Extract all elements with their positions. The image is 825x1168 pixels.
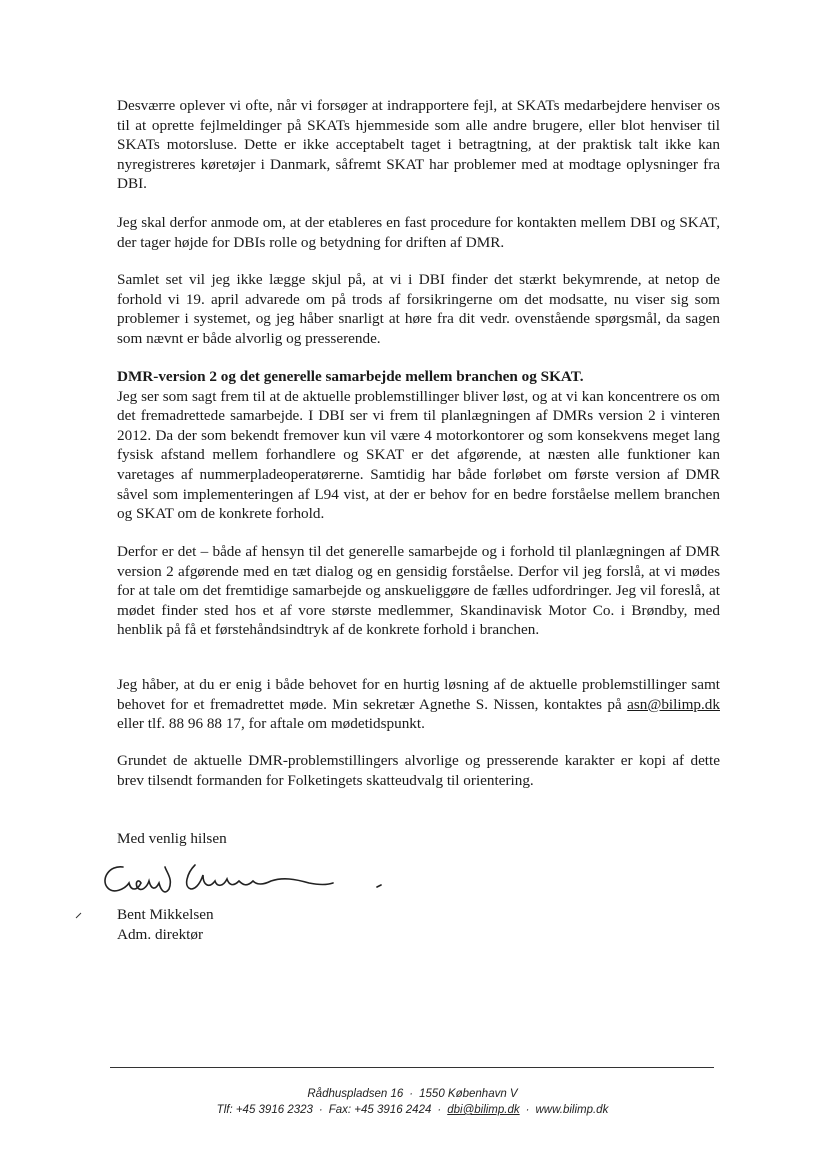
signer-name: Bent Mikkelsen (117, 906, 214, 923)
footer-city: 1550 København V (419, 1088, 518, 1100)
section-dmr-version-2 (117, 367, 720, 524)
footer-fax: Fax: +45 3916 2424 (328, 1104, 432, 1116)
footer-street: Rådhuspladsen 16 (307, 1088, 404, 1100)
footer-phone: Tlf: +45 3916 2323 (216, 1104, 313, 1116)
contact-text-after: eller tlf. 88 96 88 17, for aftale om mødetidspunkt. (117, 715, 425, 733)
paragraph-dmr-version-2: Jeg ser som sagt frem til at de aktuelle problemstillinger bliver løst, og at vi kan koncentrere os om det fremadrettede samarbejde. I DBI ser vi frem til planlægningen af DMRs version 2 i vinteren 2012. Da der som bekendt fremover kun vil være 4 motorkontorer og som konsekvens meget lang fysisk afstand mellem forhandlere og SKAT er det afgørende, at næsten alle funktioner kan varetages af nummerpladeoperatørerne. Samtidig har både forløbet om første version af DMR såvel som implementeringen af L94 vist, at der er behov for en bedre forståelse mellem branchen og SKAT om de konkrete forhold. (117, 387, 720, 523)
handwritten-signature (95, 845, 395, 905)
paragraph-procedure-request: Jeg skal derfor anmode om, at der etableres en fast procedure for kontakten mellem DBI og SKAT, der tager højde for DBIs rolle og betydning for driften af DMR. (117, 214, 720, 251)
secretary-email-link[interactable]: asn@bilimp.dk (627, 695, 720, 713)
footer-web-link[interactable]: www.bilimp.dk (535, 1104, 609, 1116)
paragraph-copy-notice: Grundet de aktuelle DMR-problemstillingers alvorlige og presserende karakter er kopi af dette brev tilsendt formanden for Folketingets skatteudvalg til orientering. (117, 752, 720, 789)
paragraph-contact (117, 675, 720, 734)
section-heading: DMR-version 2 og det generelle samarbejde mellem branchen og SKAT. (117, 368, 584, 385)
paragraph-meeting-proposal: Derfor er det – både af hensyn til det generelle samarbejde og i forhold til planlægningen af DMR version 2 afgørende med en tæt dialog og en gensidig forståelse. Derfor vil jeg forslå, at vi mødes for at tale om det fremtidige samarbejde og anskueliggøre de fælles udfordringer. Jeg vil foreslå, at mødet finder sted hos et af vore største medlemmer, Skandinavisk Motor Co. i Brøndby, med henblik på få et førstehåndsindtryk af de konkrete forhold i branchen. (117, 543, 720, 639)
footer-email-link[interactable]: dbi@bilimp.dk (447, 1104, 520, 1116)
paragraph-concern: Samlet set vil jeg ikke lægge skjul på, at vi i DBI finder det stærkt bekymrende, at netop de forhold vi 19. april advarede om på trods af forsikringerne om det modsatte, nu viser sig som problemer i systemet, og jeg håber snarligt at høre fra dit vedr. ovenstående spørgsmål, da sagen som nævnt er både alvorlig og presserende. (117, 271, 720, 347)
footer-separator: · (409, 1088, 414, 1100)
footer-contact (100, 1102, 725, 1118)
closing-greeting: Med venlig hilsen (117, 830, 227, 847)
signer-title: Adm. direktør (117, 926, 204, 943)
footer-separator: · (525, 1104, 530, 1116)
signer-block (117, 905, 214, 945)
footer-separator: · (318, 1104, 323, 1116)
footer-address (100, 1086, 725, 1102)
margin-mark (74, 910, 84, 920)
footer-separator: · (437, 1104, 442, 1116)
footer-divider (110, 1067, 714, 1068)
contact-text-before: Jeg håber, at du er enig i både behovet for en hurtig løsning af de aktuelle problemstillinger samt behovet for et fremadrettet møde. Min sekretær Agnethe S. Nissen, kontaktes på (117, 676, 720, 713)
paragraph-error-reporting: Desværre oplever vi ofte, når vi forsøger at indrapportere fejl, at SKATs medarbejdere henviser os til at oprette fejlmeldinger på SKATs hjemmeside som alle andre brugere, eller blot henviser til SKATs motorsluse. Dette er ikke acceptabelt taget i betragtning, at der praktisk talt ikke kan nyregistreres køretøjer i Danmark, såfremt SKAT har problemer med at modtage oplysninger fra DBI. (117, 97, 720, 193)
